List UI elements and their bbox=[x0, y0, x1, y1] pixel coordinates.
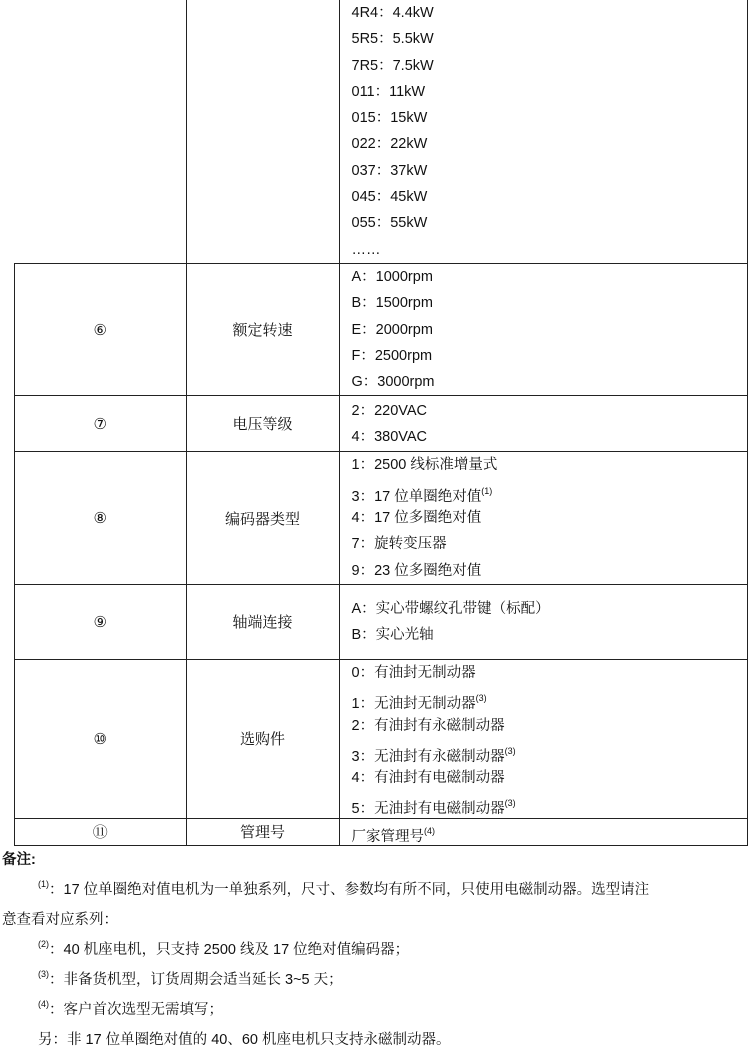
option-text: G：3000rpm bbox=[351, 374, 435, 391]
row-name-cell: 编码器类型 bbox=[186, 452, 339, 584]
option-item bbox=[352, 0, 747, 26]
option-text: 7R5：7.5kW bbox=[351, 57, 434, 74]
footnote-mark: (3) bbox=[504, 745, 516, 756]
row-name-cell: 额定转速 bbox=[186, 263, 339, 395]
option-item bbox=[352, 184, 747, 210]
option-text: 4R4：4.4kW bbox=[351, 5, 434, 21]
note-2 bbox=[38, 938, 409, 959]
option-text: 5R5：5.5kW bbox=[351, 31, 434, 48]
row-number-cell bbox=[15, 0, 187, 263]
table-row bbox=[15, 263, 748, 395]
option-item bbox=[352, 264, 747, 290]
row-options-cell bbox=[339, 452, 747, 584]
option-item bbox=[352, 791, 747, 817]
option-item bbox=[352, 369, 747, 395]
option-text: 4：有油封有电磁制动器 bbox=[351, 770, 505, 787]
table-row bbox=[15, 659, 748, 818]
table-row bbox=[15, 818, 748, 845]
option-text: 022：22kW bbox=[351, 136, 428, 153]
row-name-cell: 轴端连接 bbox=[186, 584, 339, 659]
option-text: 037：37kW bbox=[351, 162, 428, 179]
row-name-cell bbox=[186, 0, 339, 263]
note-4 bbox=[38, 998, 223, 1019]
note-1-continued: 意查看对应系列： bbox=[2, 912, 118, 928]
option-item bbox=[352, 596, 747, 622]
option-item bbox=[352, 398, 747, 424]
option-item bbox=[352, 660, 747, 686]
option-text: 3：17 位单圈绝对值 bbox=[351, 488, 482, 505]
note-3 bbox=[38, 968, 343, 989]
option-text: F：2500rpm bbox=[351, 347, 433, 364]
option-item bbox=[352, 158, 747, 184]
option-text: 厂家管理号 bbox=[351, 828, 424, 845]
option-item bbox=[352, 210, 747, 236]
row-options-cell bbox=[339, 263, 747, 395]
row-options-cell bbox=[339, 818, 747, 845]
row-options-cell bbox=[339, 584, 747, 659]
option-item bbox=[352, 713, 747, 739]
option-text: 4：380VAC bbox=[351, 428, 427, 445]
option-text: A：实心带螺纹孔带键（标配） bbox=[351, 600, 550, 617]
table-row bbox=[15, 0, 748, 263]
specification-table bbox=[14, 0, 748, 846]
option-item bbox=[352, 819, 747, 845]
row-options-cell bbox=[339, 396, 747, 452]
option-item bbox=[352, 505, 747, 531]
note-1 bbox=[38, 878, 649, 899]
footnote-mark: (1) bbox=[481, 485, 493, 496]
option-text: 1：无油封无制动器 bbox=[351, 696, 476, 713]
option-item bbox=[352, 622, 747, 648]
note-4-mark: (4) bbox=[38, 999, 49, 1010]
option-item bbox=[352, 237, 747, 263]
row-name-cell: 选购件 bbox=[186, 659, 339, 818]
row-number-cell: ⑪ bbox=[15, 818, 187, 845]
option-text: 5：无油封有电磁制动器 bbox=[351, 801, 505, 818]
option-text: 045：45kW bbox=[351, 189, 428, 206]
option-text: 015：15kW bbox=[351, 110, 428, 127]
option-item bbox=[352, 26, 747, 52]
note-extra: 另：非 17 位单圈绝对值的 40、60 机座电机只支持永磁制动器。 bbox=[38, 1032, 451, 1048]
option-item bbox=[352, 686, 747, 712]
note-4-text: ：客户首次选型无需填写； bbox=[49, 1002, 223, 1018]
option-text: B：实心光轴 bbox=[351, 626, 434, 643]
row-name-cell: 管理号 bbox=[186, 818, 339, 845]
option-text: 011：11kW bbox=[351, 83, 426, 100]
option-item bbox=[352, 452, 747, 478]
option-item bbox=[352, 479, 747, 505]
row-number-cell: ⑥ bbox=[15, 263, 187, 395]
footnote-mark: (4) bbox=[424, 825, 435, 836]
option-text: E：2000rpm bbox=[351, 321, 433, 338]
option-text: 2：220VAC bbox=[351, 402, 427, 419]
option-item bbox=[352, 79, 747, 105]
option-text: A：1000rpm bbox=[351, 268, 433, 285]
option-item bbox=[352, 558, 747, 584]
option-item bbox=[352, 343, 747, 369]
row-options-cell bbox=[339, 659, 747, 818]
row-options-cell bbox=[339, 0, 747, 263]
option-item bbox=[352, 765, 747, 791]
note-3-mark: (3) bbox=[38, 969, 49, 980]
option-item bbox=[352, 53, 747, 79]
row-number-cell: ⑧ bbox=[15, 452, 187, 584]
option-item bbox=[352, 424, 747, 450]
footnote-mark: (3) bbox=[475, 693, 487, 704]
option-item bbox=[352, 105, 747, 131]
option-text: 4：17 位多圈绝对值 bbox=[351, 510, 482, 527]
option-item bbox=[352, 317, 747, 343]
option-text: 2：有油封有永磁制动器 bbox=[351, 717, 505, 734]
row-number-cell: ⑦ bbox=[15, 396, 187, 452]
row-name-cell: 电压等级 bbox=[186, 396, 339, 452]
option-text: 1：2500 线标准增量式 bbox=[351, 457, 498, 474]
table-row bbox=[15, 396, 748, 452]
option-text: B：1500rpm bbox=[351, 295, 433, 312]
note-2-mark: (2) bbox=[38, 939, 49, 950]
note-2-text: ：40 机座电机，只支持 2500 线及 17 位绝对值编码器； bbox=[49, 942, 410, 958]
table-row bbox=[15, 584, 748, 659]
note-3-text: ：非备货机型，订货周期会适当延长 3~5 天； bbox=[49, 972, 343, 988]
table-row bbox=[15, 452, 748, 584]
option-item bbox=[352, 739, 747, 765]
option-text: 0：有油封无制动器 bbox=[351, 664, 476, 681]
option-text: 055：55kW bbox=[351, 215, 428, 232]
option-item bbox=[352, 531, 747, 557]
option-text: 3：无油封有永磁制动器 bbox=[351, 748, 505, 765]
row-number-cell: ⑨ bbox=[15, 584, 187, 659]
note-1-mark: (1) bbox=[38, 879, 49, 890]
option-item bbox=[352, 290, 747, 316]
option-text: 9：23 位多圈绝对值 bbox=[351, 562, 482, 579]
option-item bbox=[352, 131, 747, 157]
footnote-mark: (3) bbox=[504, 798, 516, 809]
option-text: 7：旋转变压器 bbox=[351, 536, 447, 553]
note-1-text: ：17 位单圈绝对值电机为一单独系列，尺寸、参数均有所不同，只使用电磁制动器。选型请注 bbox=[49, 882, 650, 898]
option-text: …… bbox=[351, 241, 381, 258]
notes-title: 备注: bbox=[2, 852, 36, 868]
row-number-cell: ⑩ bbox=[15, 659, 187, 818]
